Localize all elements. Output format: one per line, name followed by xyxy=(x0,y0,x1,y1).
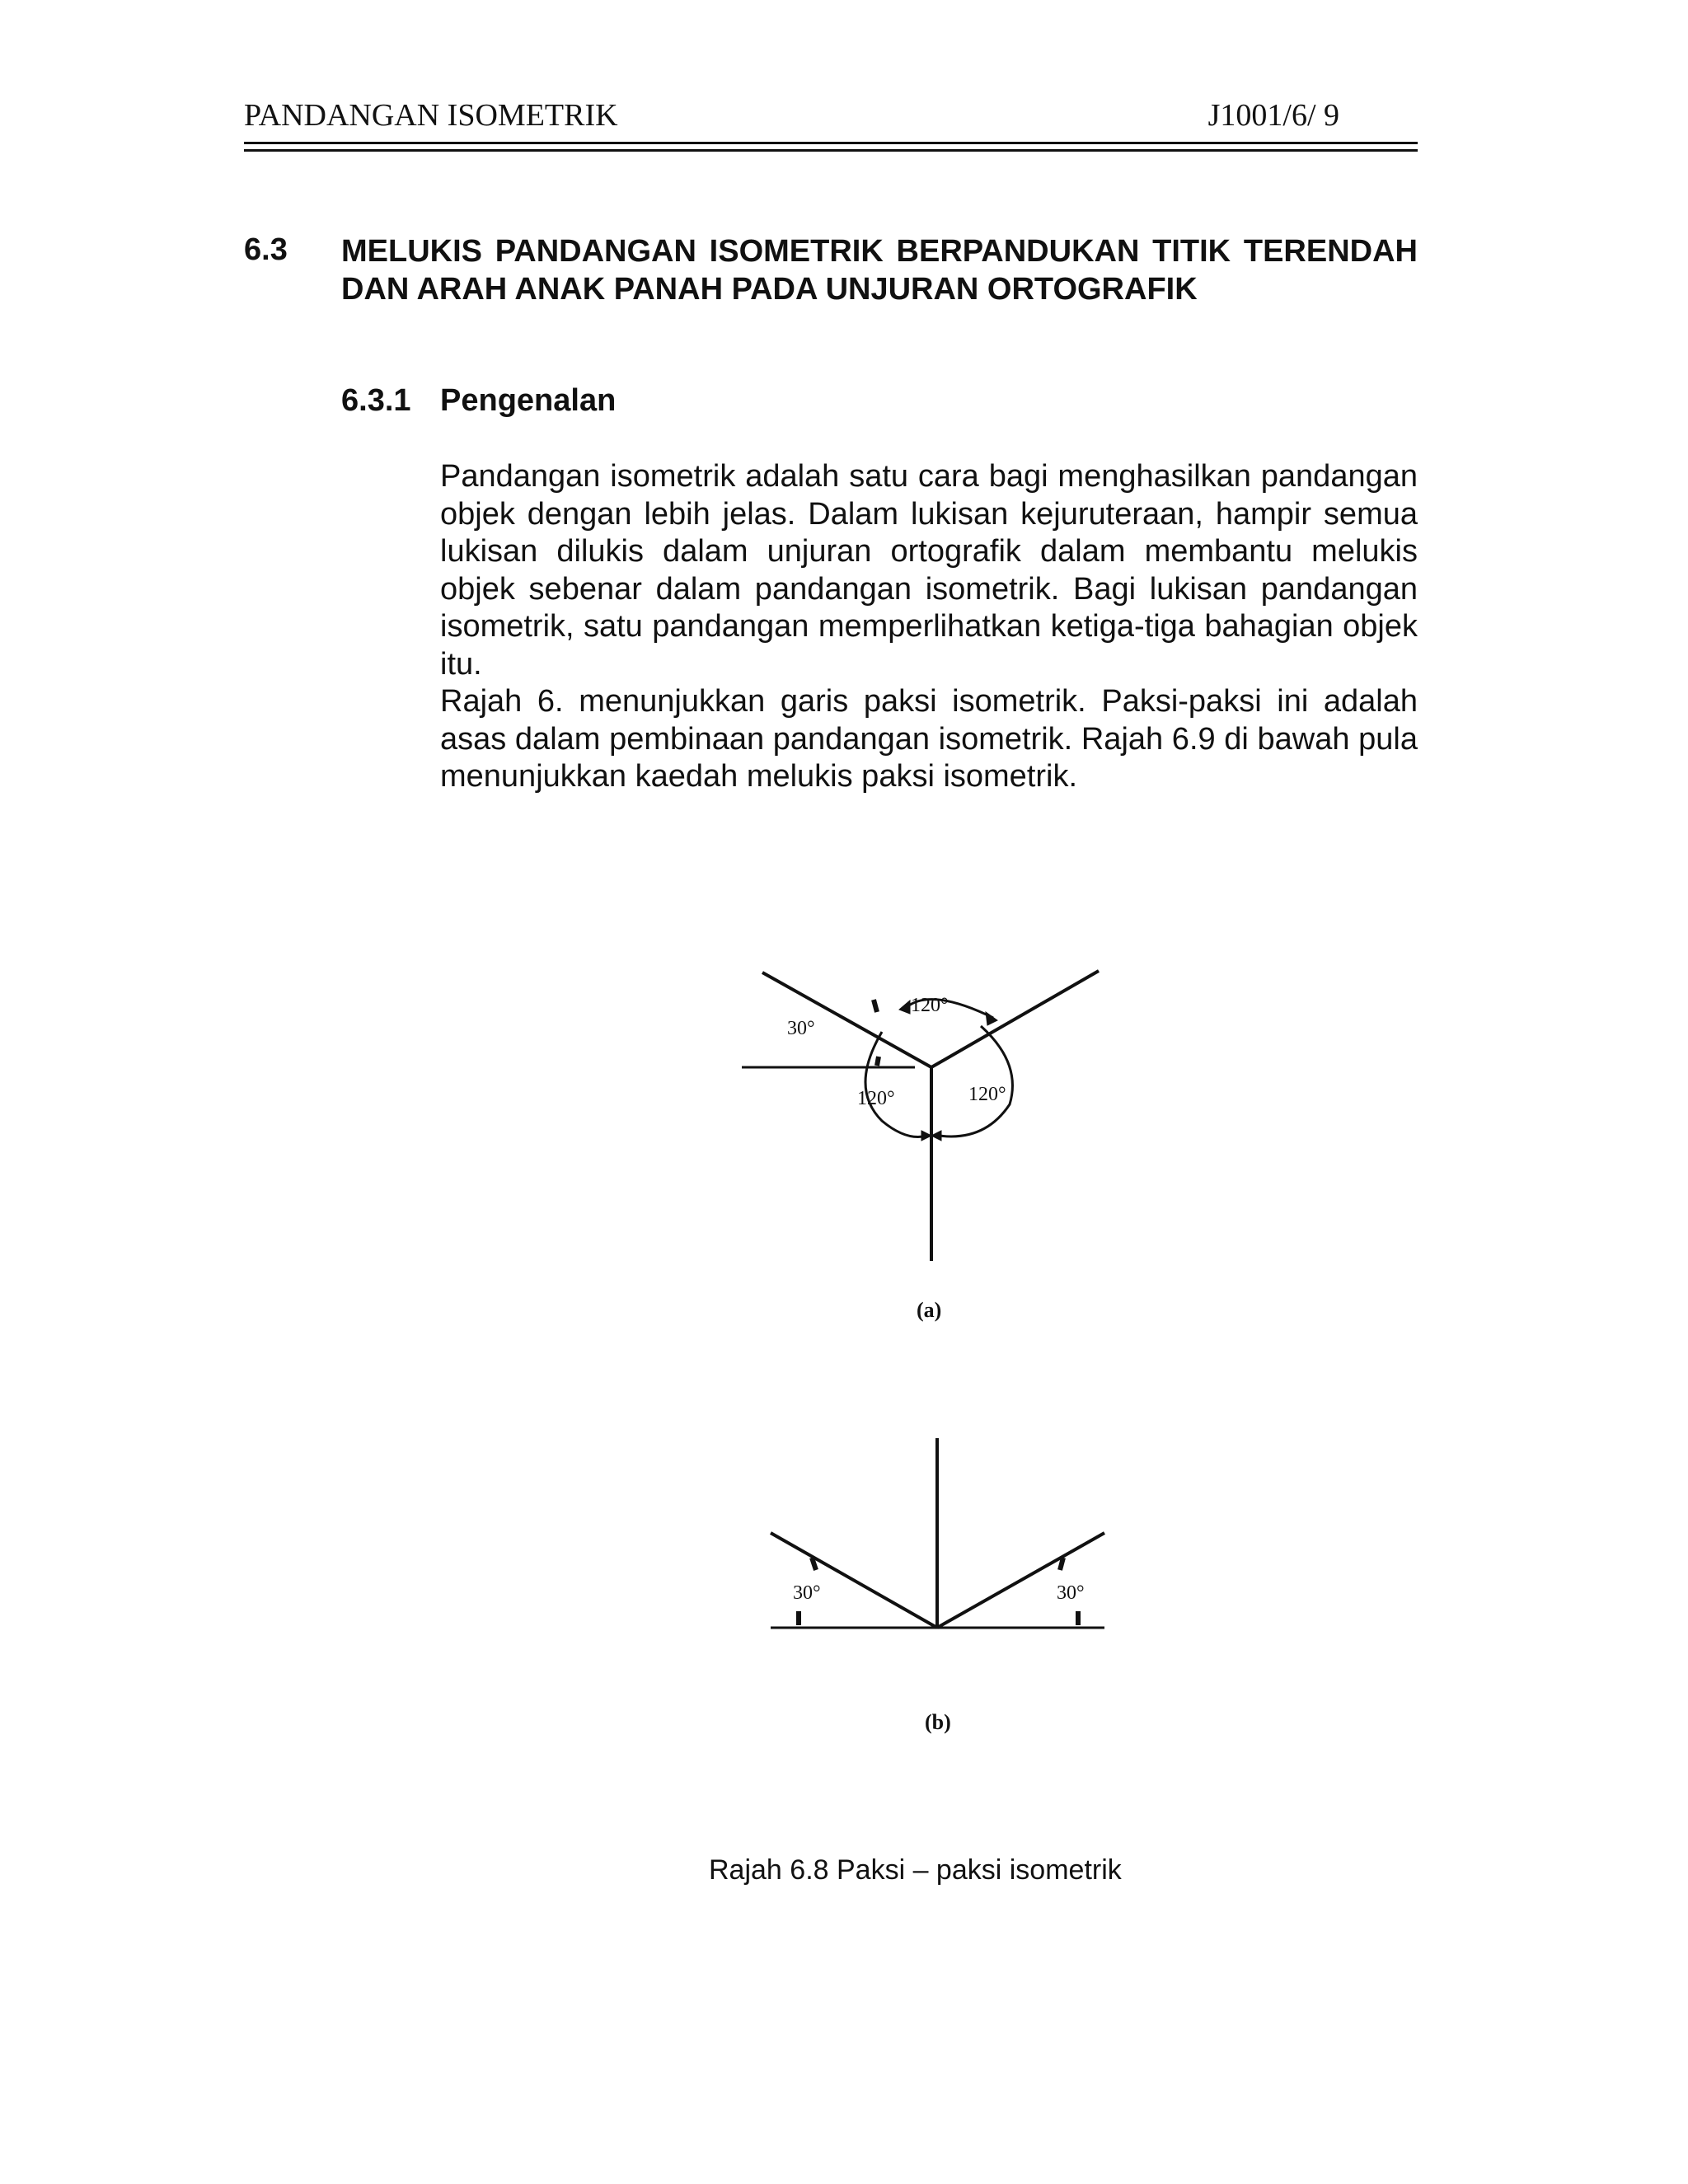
paragraph-intro: Pandangan isometrik adalah satu cara bagi menghasilkan pandangan objek dengan lebih jelas. Dalam lukisan kejuruteraan, hampir semua lukisan dilukis dalam unjuran ortografik dalam membantu melukis objek sebenar dalam pandangan isometrik. Bagi lukisan pandangan isometrik, satu pandangan memperlihatkan ketiga-tiga bahagian objek itu. xyxy=(440,459,1418,682)
figure-b xyxy=(771,1438,1104,1628)
fig-a-angle-left: 120° xyxy=(857,1088,895,1109)
header-page-ref: J1001/6/ 9 xyxy=(1207,98,1339,133)
fig-b-left-axis xyxy=(771,1533,937,1628)
fig-b-angle-left: 30° xyxy=(793,1582,821,1604)
fig-a-30-tick-bottom xyxy=(877,1057,879,1066)
section-number: 6.3 xyxy=(244,232,288,267)
fig-b-label: (b) xyxy=(925,1710,951,1734)
header-title: PANDANGAN ISOMETRIK xyxy=(244,98,618,133)
fig-a-30-tick-top xyxy=(874,1000,877,1012)
subsection-title: Pengenalan xyxy=(440,383,617,418)
section-title: MELUKIS PANDANGAN ISOMETRIK BERPANDUKAN TITIK TERENDAH DAN ARAH ANAK PANAH PADA UNJURAN ORTOGRAFIK xyxy=(341,234,1418,307)
fig-a-right-axis xyxy=(931,971,1099,1067)
paragraph-axes: Rajah 6. menunjukkan garis paksi isometrik. Paksi-paksi ini adalah asas dalam pembinaan pandangan isometrik. Rajah 6.9 di bawah pula menunjukkan kaedah melukis paksi isometrik. xyxy=(440,684,1418,794)
fig-a-label: (a) xyxy=(917,1298,942,1322)
fig-b-right-tick-top xyxy=(1060,1558,1063,1570)
fig-a-arrowhead-1 xyxy=(899,1001,910,1014)
fig-b-angle-right: 30° xyxy=(1057,1582,1085,1604)
subsection-number: 6.3.1 xyxy=(341,383,411,418)
fig-a-arrowhead-2 xyxy=(986,1012,997,1025)
fig-a-angle-top: 120° xyxy=(911,995,949,1016)
fig-a-angle-30: 30° xyxy=(787,1018,815,1039)
figure-caption: Rajah 6.8 Paksi – paksi isometrik xyxy=(709,1854,1122,1886)
fig-a-angle-right: 120° xyxy=(968,1084,1006,1105)
